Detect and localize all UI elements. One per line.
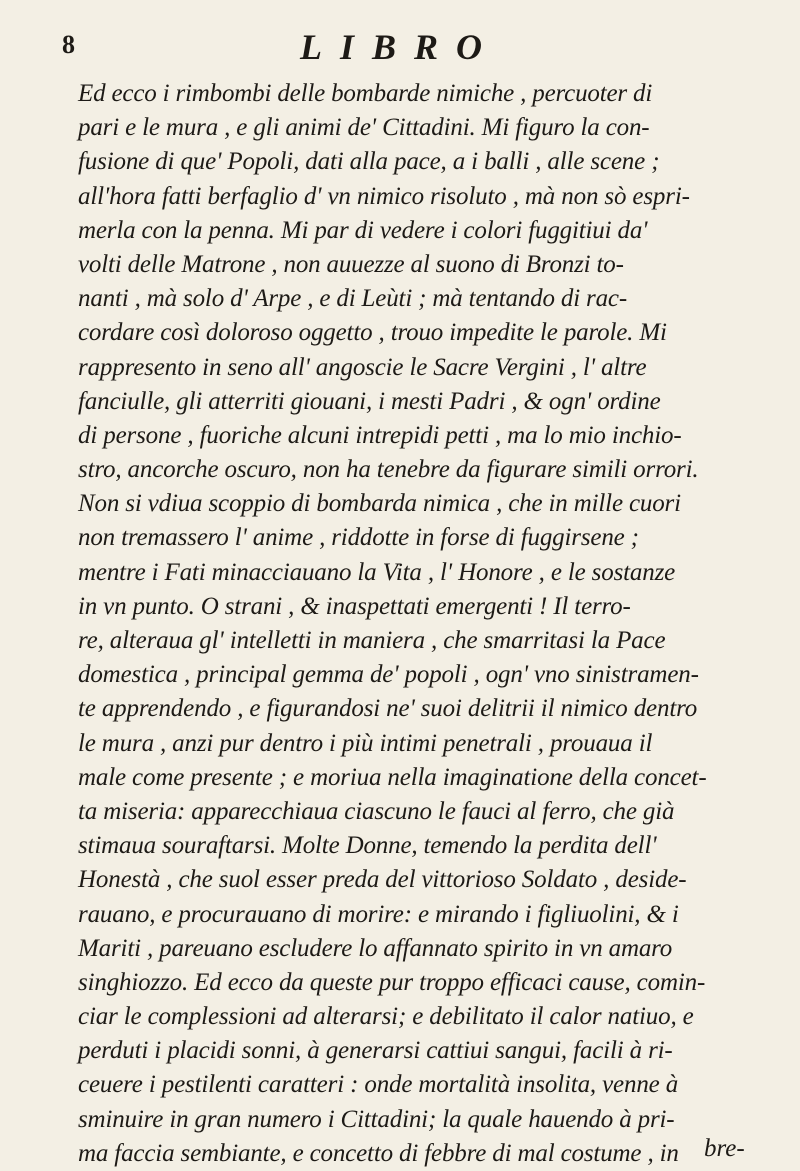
text-line: fanciulle, gli atterriti giouani, i mesti Padri , & ogn' ordine	[78, 387, 661, 415]
text-line: nanti , mà solo d' Arpe , e di Leùti ; mà tentando di rac-	[78, 285, 628, 313]
text-line: ma faccia sembiante, e concetto di febbre di mal costume , in	[78, 1139, 679, 1167]
text-line: stimaua souraftarsi. Molte Donne, temendo la perdita dell'	[78, 832, 657, 860]
text-line: in vn punto. O strani , & inaspettati emergenti ! Il terro-	[78, 592, 631, 620]
catchword: bre-	[704, 1135, 745, 1162]
text-line: cordare così doloroso oggetto , trouo impedite le parole. Mi	[78, 319, 667, 347]
text-line: rappresento in seno all' angoscie le Sacre Vergini , l' altre	[78, 353, 647, 381]
body-text	[78, 77, 778, 1171]
text-line: merla con la penna. Mi par di vedere i colori fuggitiui da'	[78, 216, 648, 244]
running-title: LIBRO	[300, 27, 501, 67]
page-header	[0, 26, 800, 70]
text-line: Mariti , pareuano escludere lo affannato spirito in vn amaro	[78, 934, 673, 962]
text-line: perduti i placidi sonni, à generarsi cattiui sangui, facili à ri-	[78, 1037, 673, 1065]
text-line: stro, ancorche oscuro, non ha tenebre da figurare simili orrori.	[78, 456, 699, 484]
text-line: di persone , fuoriche alcuni intrepidi petti , ma lo mio inchio-	[78, 421, 682, 449]
text-line: all'hora fatti berfaglio d' vn nimico risoluto , mà non sò espri-	[78, 182, 690, 210]
text-line: Honestà , che suol esser preda del vittorioso Soldato , deside-	[78, 866, 687, 894]
text-line: pari e le mura , e gli animi de' Cittadini. Mi figuro la con-	[78, 114, 650, 142]
text-line: rauano, e procurauano di morire: e mirando i figliuolini, & i	[78, 900, 679, 928]
text-line: male come presente ; e moriua nella imaginatione della concet-	[78, 763, 707, 791]
text-line: non tremassero l' anime , riddotte in forse di fuggirsene ;	[78, 524, 639, 552]
text-line: te apprendendo , e figurandosi ne' suoi delitrii il nimico dentro	[78, 695, 698, 723]
text-line: fusione di que' Popoli, dati alla pace, a i balli , alle scene ;	[78, 148, 660, 176]
text-line: sminuire in gran numero i Cittadini; la quale hauendo à pri-	[78, 1105, 675, 1133]
text-line: mentre i Fati minacciauano la Vita , l' Honore , e le sostanze	[78, 558, 676, 586]
text-line: ceuere i pestilenti caratteri : onde mortalità insolita, venne à	[78, 1071, 679, 1099]
text-line: volti delle Matrone , non auuezze al suono di Bronzi to-	[78, 250, 624, 278]
text-line: ciar le complessioni ad alterarsi; e debilitato il calor natiuo, e	[78, 1003, 694, 1031]
text-line: Ed ecco i rimbombi delle bombarde nimiche , percuoter di	[78, 80, 653, 107]
text-line: singhiozzo. Ed ecco da queste pur troppo efficaci cause, comin-	[78, 968, 706, 996]
text-line: re, alteraua gl' intelletti in maniera , che smarritasi la Pace	[78, 627, 666, 654]
text-line: domestica , principal gemma de' popoli , ogn' vno sinistramen-	[78, 661, 699, 689]
text-line: le mura , anzi pur dentro i più intimi penetrali , prouaua il	[78, 729, 653, 757]
page-number: 8	[62, 30, 75, 59]
text-line: ta miseria: apparecchiaua ciascuno le fauci al ferro, che già	[78, 797, 675, 825]
text-line: Non si vdiua scoppio di bombarda nimica , che in mille cuori	[78, 490, 681, 518]
